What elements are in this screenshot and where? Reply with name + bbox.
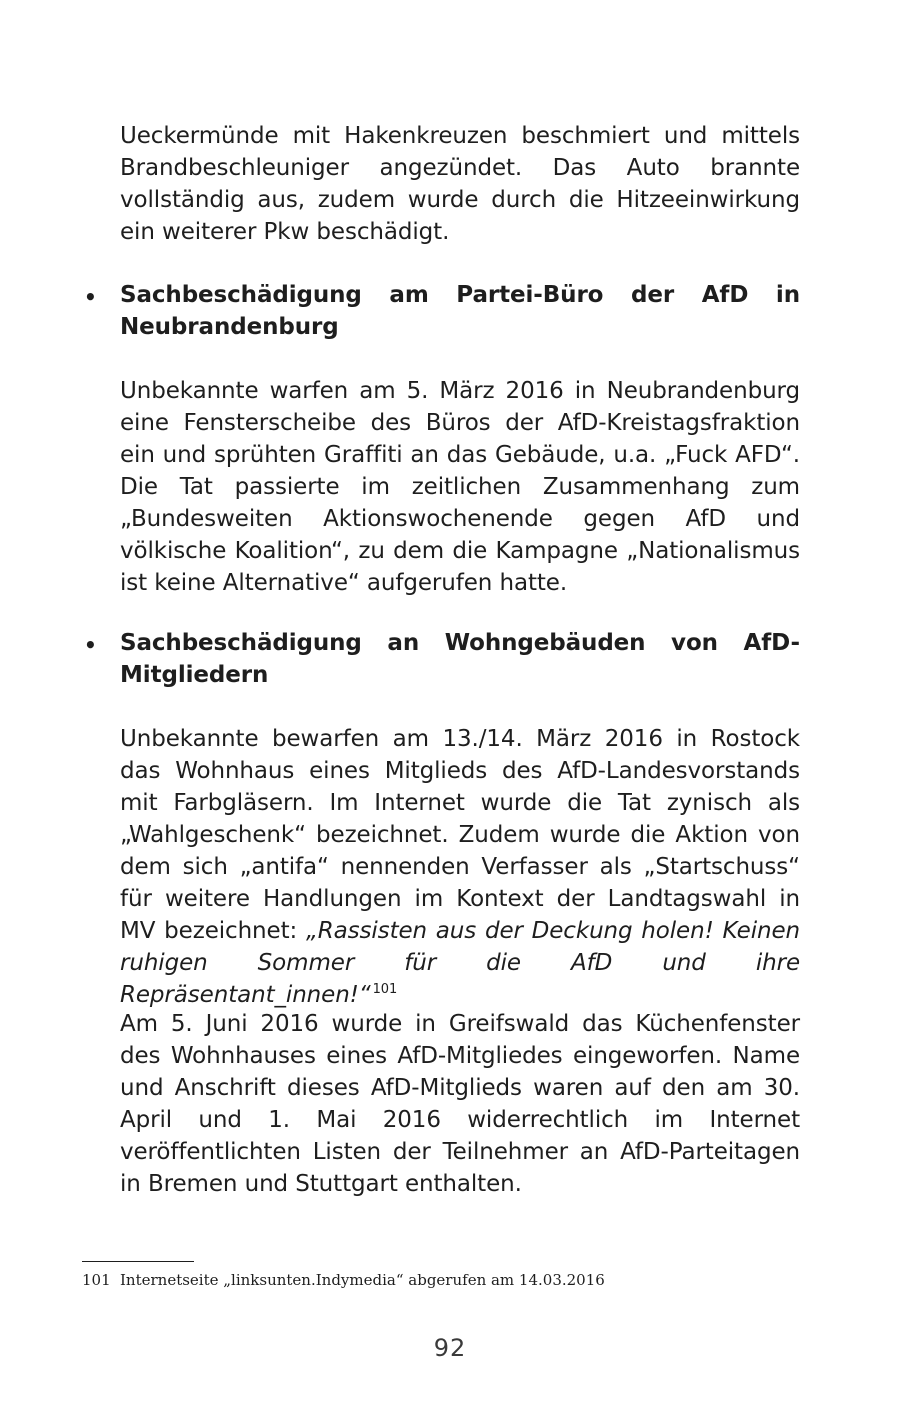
intro-paragraph: Ueckermünde mit Hakenkreuzen beschmiert und mittels Brandbeschleuniger angezündet. Das Auto brannte vollständig aus, zudem wurde durch die Hitzeeinwirkung ein weiterer Pkw beschädigt. [120,123,800,245]
bullet-section-1: • [84,285,97,309]
footnote-number: 101 [82,1271,111,1289]
footnote-reference[interactable]: 101 [372,982,398,997]
footnote-text: Internetseite „linksunten.Indymedia“ abgerufen am 14.03.2016 [120,1271,605,1289]
italic-quote: „Rassisten aus der Deckung holen! Keinen ruhigen Sommer für die AfD und ihre Repräsentant_innen!“ [120,918,800,1008]
footnote-separator [82,1261,194,1262]
section-heading-neubrandenburg: Sachbeschädigung am Partei-Büro der AfD in Neubrandenburg [120,282,800,340]
section-heading-wohngebaeude: Sachbeschädigung an Wohngebäuden von AfD-Mitgliedern [120,630,800,688]
bullet-section-2: • [84,633,97,657]
footnote [82,1269,802,1291]
section-1-paragraph: Unbekannte warfen am 5. März 2016 in Neubrandenburg eine Fensterscheibe des Büros der AfD-Kreistagsfraktion ein und sprühten Graffiti an das Gebäude, u.a. „Fuck AFD“. Die Tat passierte im zeitlichen Zusammenhang zum „Bundesweiten Aktionswochenende gegen AfD und völkische Koalition“, zu dem die Kampagne „Nationalismus ist keine Alternative“ aufgerufen hatte. [120,378,800,596]
paragraph-text: Unbekannte bewarfen am 13./14. März 2016 in Rostock das Wohnhaus eines Mitglieds des AfD-Landesvorstands mit Farbgläsern. Im Internet wurde die Tat zynisch als „Wahlgeschenk“ bezeichnet. Zudem wurde die Aktion von dem sich „antifa“ nennenden Verfasser als „Startschuss“ für weitere Handlungen im Kontext der Landtagswahl in MV bezeichnet: [120,726,800,944]
section-2-paragraph-2: Am 5. Juni 2016 wurde in Greifswald das Küchenfenster des Wohnhauses eines AfD-Mitgliedes eingeworfen. Name und Anschrift dieses AfD-Mitglieds waren auf den am 30. April und 1. Mai 2016 widerrechtlich im Internet veröffentlichten Listen der Teilnehmer an AfD-Parteitagen in Bremen und Stuttgart enthalten. [120,1011,800,1197]
section-2-paragraph-1 [120,723,800,1011]
page-number: 92 [433,1334,467,1362]
